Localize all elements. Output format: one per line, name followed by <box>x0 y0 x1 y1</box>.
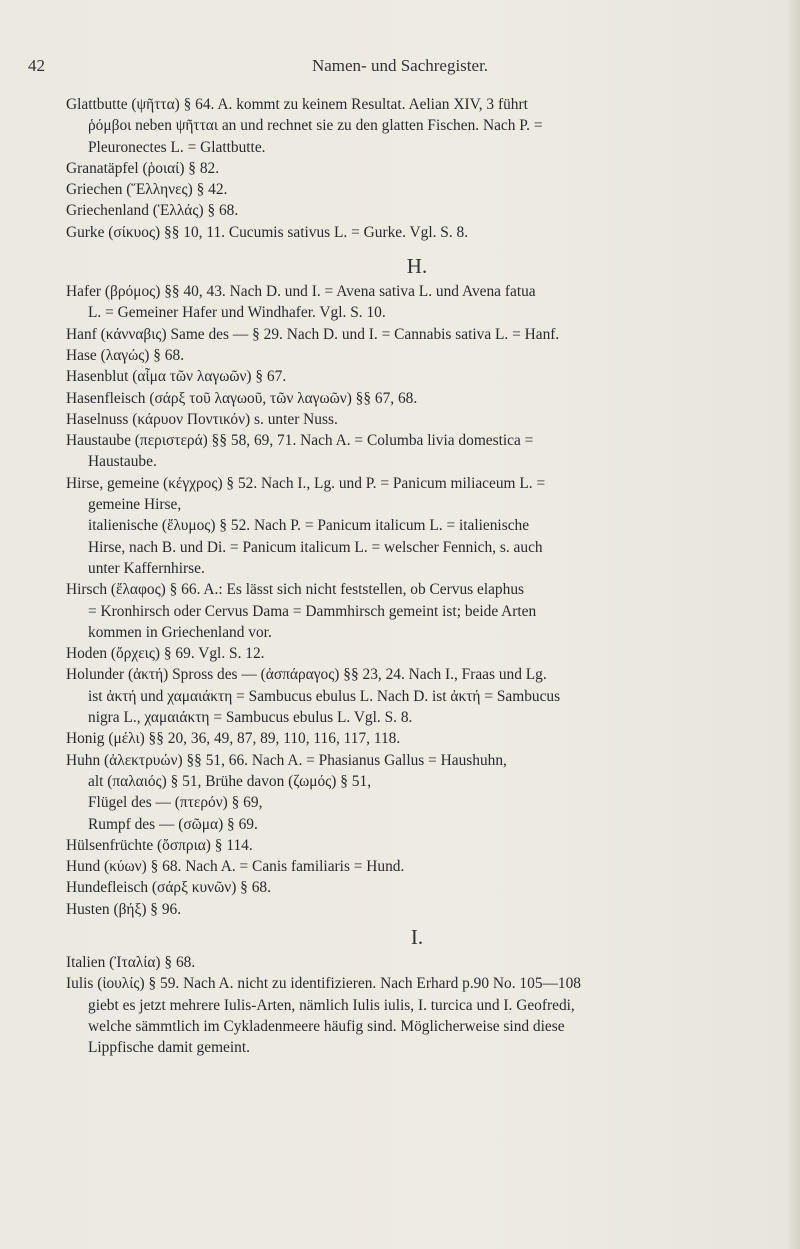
entry-headline: Holunder (ἀκτή) Spross des — (ἀσπάραγος) §§ 23, 24. Nach I., Fraas und Lg. <box>66 666 547 684</box>
register-entry <box>66 388 768 409</box>
entry-continuation: Hirse, nach B. und Di. = Panicum italicum L. = welscher Fennich, s. auch <box>88 538 543 556</box>
register-entry <box>66 856 768 877</box>
entry-headline: Hasenfleisch (σάρξ τοῦ λαγωοῦ, τῶν λαγωῶν) §§ 67, 68. <box>66 389 418 407</box>
entry-headline: Hafer (βρόμος) §§ 40, 43. Nach D. und I. = Avena sativa L. und Avena fatua <box>66 283 536 301</box>
entry-continuation: Rumpf des — (σῶμα) § 69. <box>88 815 258 833</box>
section-letter: I. <box>410 924 424 949</box>
entry-continuation: unter Kaffernhirse. <box>88 559 205 577</box>
running-title: Namen- und Sachregister. <box>311 56 489 75</box>
entry-continuation: gemeine Hirse, <box>88 496 182 514</box>
register-entry <box>66 643 768 664</box>
entry-headline: Hoden (ὄρχεις) § 69. Vgl. S. 12. <box>66 645 265 663</box>
entry-continuation: Pleuronectes L. = Glattbutte. <box>88 138 266 156</box>
entry-headline: Gurke (σίκυος) §§ 10, 11. Cucumis sativus L. = Gurke. Vgl. S. 8. <box>66 223 469 241</box>
register-entry <box>66 94 768 158</box>
register-entry <box>66 877 768 898</box>
entry-headline: Hirse, gemeine (κέγχρος) § 52. Nach I., Lg. und P. = Panicum miliaceum L. = <box>66 474 546 492</box>
page-header <box>0 56 800 86</box>
entry-continuation: italienische (ἔλυμος) § 52. Nach P. = Panicum italicum L. = italienische <box>88 517 530 535</box>
entry-headline: Hirsch (ἔλαφος) § 66. A.: Es lässt sich nicht feststellen, ob Cervus elaphus <box>66 581 525 599</box>
entry-headline: Haselnuss (κάρυον Ποντικόν) s. unter Nuss. <box>66 410 338 428</box>
register-entry <box>66 179 768 200</box>
entry-headline: Glattbutte (ψῆττα) § 64. A. kommt zu keinem Resultat. Aelian XIV, 3 führt <box>66 96 528 113</box>
register-entry <box>66 728 768 749</box>
entry-continuation: giebt es jetzt mehrere Iulis-Arten, nämlich Iulis iulis, I. turcica und I. Geofredi, <box>88 996 575 1014</box>
entry-headline: Hanf (κάνναβις) Same des — § 29. Nach D. und I. = Cannabis sativa L. = Hanf. <box>66 325 560 343</box>
register-entry <box>66 835 768 856</box>
entry-headline: Hülsenfrüchte (ὄσπρια) § 114. <box>66 836 253 854</box>
page-edge-shadow <box>786 0 800 1249</box>
page-number: 42 <box>28 56 45 75</box>
register-content <box>66 94 768 1058</box>
register-entry <box>66 430 768 473</box>
entry-continuation: L. = Gemeiner Hafer und Windhafer. Vgl. S. 10. <box>88 304 386 322</box>
register-entry <box>66 750 768 835</box>
entry-headline: Honig (μέλι) §§ 20, 36, 49, 87, 89, 110, 116, 117, 118. <box>66 730 401 748</box>
entry-headline: Griechen (Ἕλληνες) § 42. <box>66 181 228 199</box>
entry-continuation: ῥόμβοι neben ψῆτται an und rechnet sie zu den glatten Fischen. Nach P. = <box>88 117 543 135</box>
register-entry <box>66 324 768 345</box>
entry-continuation: ist ἀκτή und χαμαιάκτη = Sambucus ebulus L. Nach D. ist ἀκτή = Sambucus <box>88 687 561 705</box>
entry-continuation: Flügel des — (πτερόν) § 69, <box>88 794 263 812</box>
entry-continuation: Lippfische damit gemeint. <box>88 1039 250 1057</box>
entry-headline: Hasenblut (αἷμα τῶν λαγωῶν) § 67. <box>66 368 287 386</box>
register-entry <box>66 899 768 920</box>
entry-continuation: = Kronhirsch oder Cervus Dama = Dammhirsch gemeint ist; beide Arten <box>88 602 537 620</box>
entry-continuation: kommen in Griechenland vor. <box>88 623 272 641</box>
entry-headline: Hundefleisch (σάρξ κυνῶν) § 68. <box>66 879 271 897</box>
register-entry <box>66 222 768 243</box>
register-entry <box>66 952 768 973</box>
register-entry <box>66 409 768 430</box>
entry-continuation: nigra L., χαμαιάκτη = Sambucus ebulus L. Vgl. S. 8. <box>88 709 413 727</box>
register-entry <box>66 973 768 1058</box>
entry-headline: Hund (κύων) § 68. Nach A. = Canis familiaris = Hund. <box>66 858 405 876</box>
register-entry <box>66 281 768 324</box>
entry-headline: Hase (λαγώς) § 68. <box>66 346 185 364</box>
register-entry <box>66 158 768 179</box>
register-entry <box>66 200 768 221</box>
register-entry <box>66 366 768 387</box>
register-entry <box>66 345 768 366</box>
entry-headline: Griechenland (Ἑλλάς) § 68. <box>66 202 239 220</box>
entry-headline: Iulis (ἰουλίς) § 59. Nach A. nicht zu identifizieren. Nach Erhard p.90 No. 105—108 <box>66 975 581 993</box>
register-entry <box>66 579 768 643</box>
register-entry <box>66 473 768 579</box>
entry-headline: Huhn (ἀλεκτρυών) §§ 51, 66. Nach A. = Phasianus Gallus = Haushuhn, <box>66 751 507 769</box>
section-letter: H. <box>406 254 428 279</box>
entry-continuation: welche sämmtlich im Cykladenmeere häufig sind. Möglicherweise sind diese <box>88 1017 565 1035</box>
entry-headline: Italien (Ἰταλία) § 68. <box>66 953 196 971</box>
entry-headline: Haustaube (περιστερά) §§ 58, 69, 71. Nach A. = Columba livia domestica = <box>66 432 534 450</box>
entry-continuation: Haustaube. <box>88 453 157 471</box>
register-entry <box>66 664 768 728</box>
entry-headline: Husten (βήξ) § 96. <box>66 900 182 918</box>
entry-continuation: alt (παλαιός) § 51, Brühe davon (ζωμός) § 51, <box>88 772 372 790</box>
entry-headline: Granatäpfel (ῥοιαί) § 82. <box>66 159 220 177</box>
